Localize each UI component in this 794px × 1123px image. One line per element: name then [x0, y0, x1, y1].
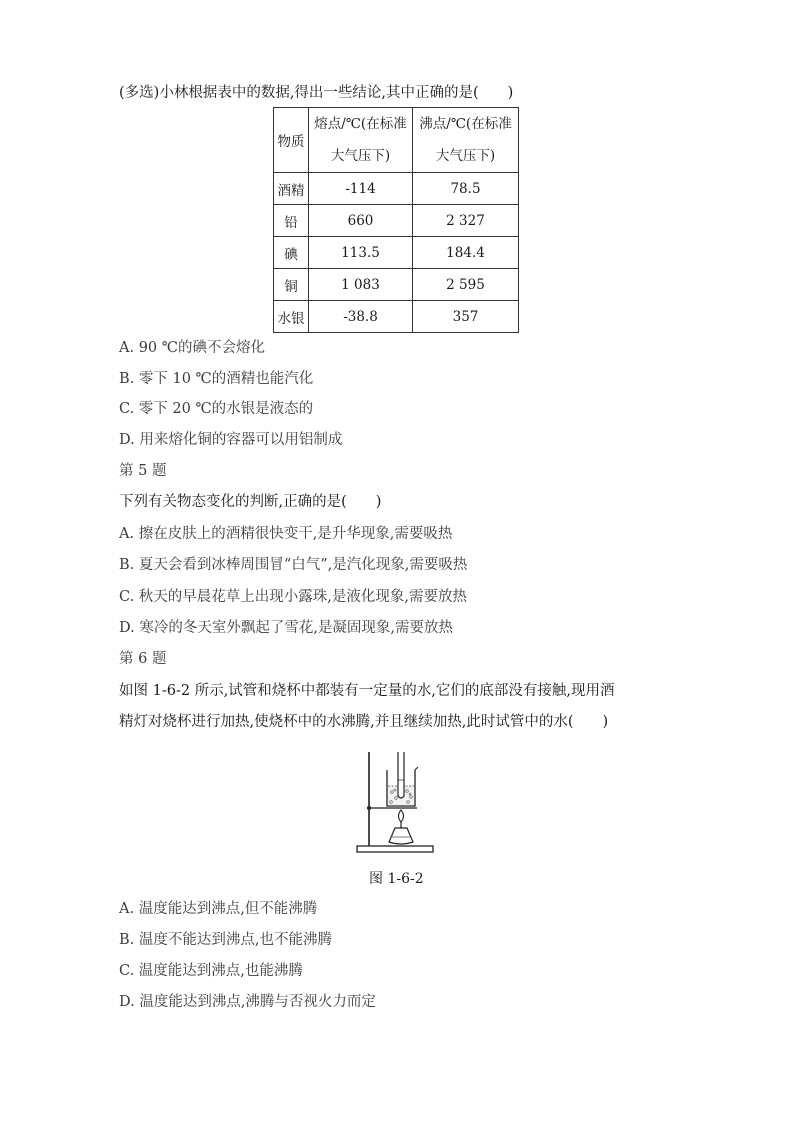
cell-substance: 水银: [274, 301, 309, 333]
q6-option-a: A. 温度能达到沸点,但不能沸腾: [119, 901, 318, 917]
q5-stem: 下列有关物态变化的判断,正确的是( ): [119, 494, 382, 510]
stand-base: [357, 846, 433, 852]
cell-substance: 铅: [274, 205, 309, 237]
q5-option-d: D. 寒冷的冬天室外飘起了雪花,是凝固现象,需要放热: [119, 620, 454, 636]
q6-option-c: C. 温度能达到沸点,也能沸腾: [119, 963, 303, 979]
header-melting-line2: 大气压下): [330, 148, 391, 164]
q6-stem-line2: 精灯对烧杯进行加热,使烧杯中的水沸腾,并且继续加热,此时试管中的水( ): [119, 714, 609, 730]
cell-substance: 铜: [274, 269, 309, 301]
properties-table: [273, 107, 519, 333]
cell-boiling: 78.5: [413, 173, 519, 205]
cell-substance: 酒精: [274, 173, 309, 205]
header-boiling-line1: 沸点/℃(在标准: [419, 116, 512, 132]
q4-option-c: C. 零下 20 ℃的水银是液态的: [119, 401, 314, 417]
q6-heading: 第 6 题: [119, 651, 167, 667]
q5-option-c: C. 秋天的早晨花草上出现小露珠,是液化现象,需要放热: [119, 589, 468, 605]
header-boiling-point: [413, 108, 519, 173]
q4-stem: (多选)小林根据表中的数据,得出一些结论,其中正确的是( ): [119, 85, 514, 101]
q4-option-b: B. 零下 10 ℃的酒精也能汽化: [119, 371, 314, 387]
test-tube: [398, 752, 404, 798]
q5-option-b: B. 夏天会看到冰棒周围冒“白气”,是汽化现象,需要吸热: [119, 557, 468, 573]
q6-stem-line1: 如图 1-6-2 所示,试管和烧杯中都装有一定量的水,它们的底部没有接触,现用酒: [119, 683, 615, 699]
header-melting-line1: 熔点/℃(在标准: [314, 116, 407, 132]
cell-boiling: 184.4: [413, 237, 519, 269]
header-boiling-line2: 大气压下): [435, 148, 496, 164]
cell-melting: -38.8: [309, 301, 413, 333]
table-header-row: [274, 108, 519, 173]
table-row: [274, 205, 519, 237]
clamp-joint: [367, 806, 371, 810]
cell-melting: 113.5: [309, 237, 413, 269]
table-row: [274, 269, 519, 301]
cell-boiling: 2 327: [413, 205, 519, 237]
flame: [399, 810, 404, 822]
beaker-spout: [415, 767, 418, 770]
cell-boiling: 357: [413, 301, 519, 333]
table-row: [274, 173, 519, 205]
cell-melting: 1 083: [309, 269, 413, 301]
q6-option-b: B. 温度不能达到沸点,也不能沸腾: [119, 932, 332, 948]
apparatus-drawing: [355, 750, 435, 860]
table-row: [274, 237, 519, 269]
figure-caption: 图 1-6-2: [369, 871, 424, 887]
cell-melting: -114: [309, 173, 413, 205]
q5-option-a: A. 擦在皮肤上的酒精很快变干,是升华现象,需要吸热: [119, 526, 453, 542]
alcohol-lamp: [389, 828, 413, 844]
header-melting-point: [309, 108, 413, 173]
q4-option-d: D. 用来熔化铜的容器可以用铝制成: [119, 432, 343, 448]
header-substance: 物质: [274, 108, 309, 173]
table-row: [274, 301, 519, 333]
q6-option-d: D. 温度能达到沸点,沸腾与否视火力而定: [119, 994, 376, 1010]
q5-heading: 第 5 题: [119, 463, 167, 479]
cell-boiling: 2 595: [413, 269, 519, 301]
boiling-apparatus-figure: [355, 750, 435, 860]
cell-melting: 660: [309, 205, 413, 237]
q4-option-a: A. 90 ℃的碘不会熔化: [119, 340, 265, 356]
cell-substance: 碘: [274, 237, 309, 269]
